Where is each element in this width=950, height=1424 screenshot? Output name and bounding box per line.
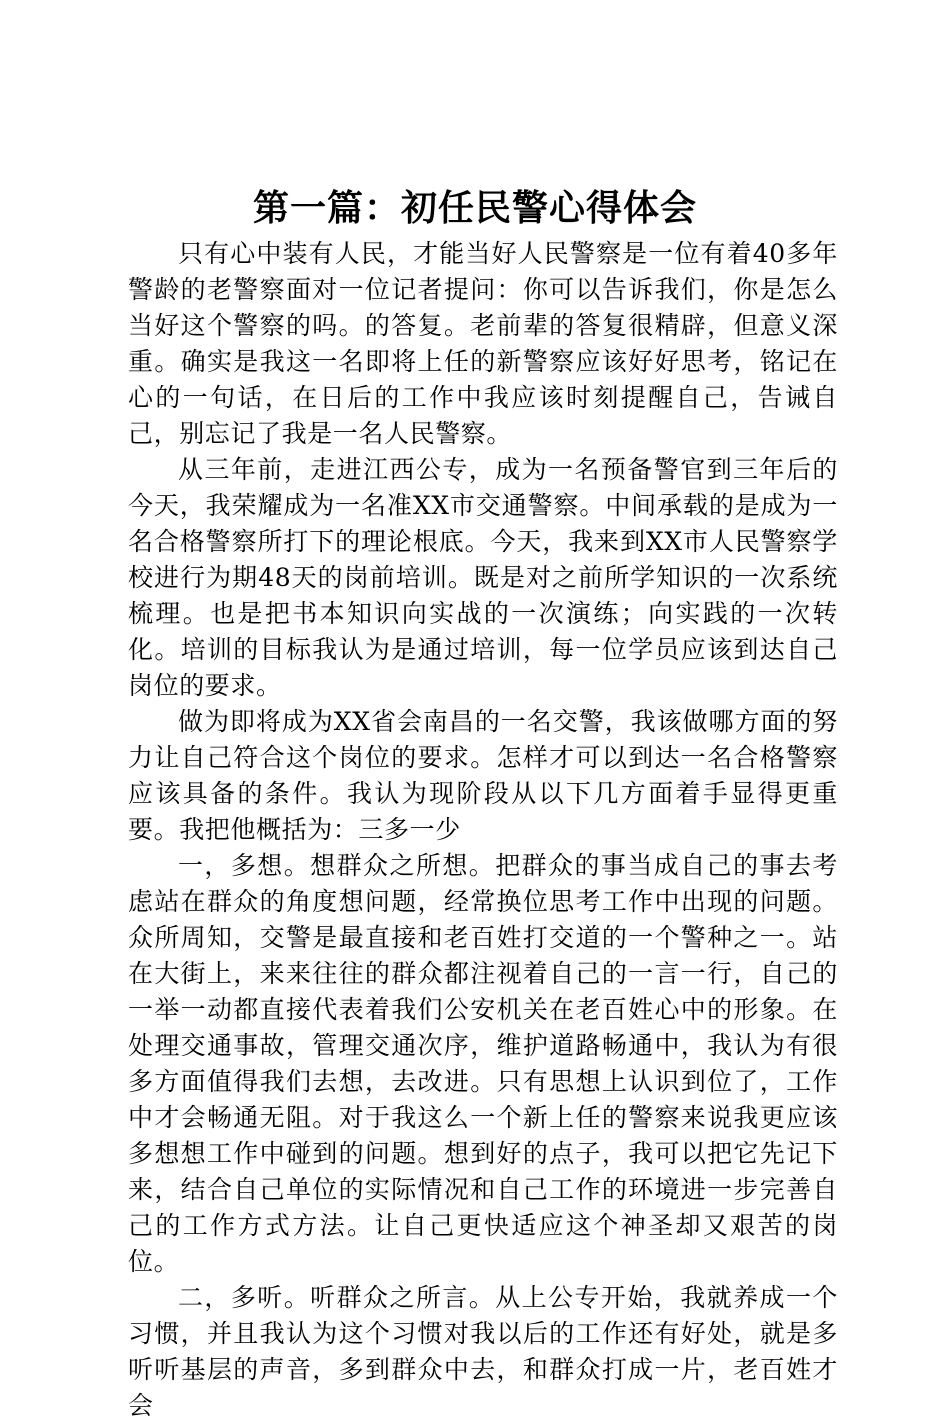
paragraph-intro: 只有心中装有人民，才能当好人民警察是一位有着40多年警龄的老警察面对一位记者提问：你可以告诉我们，你是怎么当好这个警察的吗。的答复。老前辈的答复很精辟，但意义深重。确实是我这一名即将上任的新警察应该好好思考，铭记在心的一句话，在日后的工作中我应该时刻提醒自己，告诫自己，别忘记了我是一名人民警察。 (128, 239, 838, 448)
document-body (128, 236, 838, 1424)
paragraph-point-one: 一，多想。想群众之所想。把群众的事当成自己的事去考虑站在群众的角度想问题，经常换位思考工作中出现的问题。众所周知，交警是最直接和老百姓打交道的一个警种之一。站在大街上，来来往往的群众都注视着自己的一言一行，自己的一举一动都直接代表着我们公安机关在老百姓心中的形象。在处理交通事故，管理交通次序，维护道路畅通中，我认为有很多方面值得我们去想，去改进。只有思想上认识到位了，工作中才会畅通无阻。对于我这么一个新上任的警察来说我更应该多想想工作中碰到的问题。想到好的点子，我可以把它先记下来，结合自己单位的实际情况和自己工作的环境进一步完善自己的工作方式方法。让自己更快适应这个神圣却又艰苦的岗位。 (128, 851, 838, 1276)
paragraph-point-two: 二，多听。听群众之所言。从上公专开始，我就养成一个习惯，并且我认为这个习惯对我以后的工作还有好处，就是多听听基层的声音，多到群众中去，和群众打成一片，老百姓才会 (128, 1283, 838, 1420)
paragraph-summary: 做为即将成为XX省会南昌的一名交警，我该做哪方面的努力让自己符合这个岗位的要求。怎样才可以到达一名合格警察应该具备的条件。我认为现阶段从以下几方面着手显得更重要。我把他概括为：三多一少 (128, 707, 838, 844)
paragraph-background: 从三年前，走进江西公专，成为一名预备警官到三年后的今天，我荣耀成为一名准XX市交通警察。中间承载的是成为一名合格警察所打下的理论根底。今天，我来到XX市人民警察学校进行为期48天的岗前培训。既是对之前所学知识的一次系统梳理。也是把书本知识向实战的一次演练；向实践的一次转化。培训的目标我认为是通过培训，每一位学员应该到达自己岗位的要求。 (128, 455, 838, 700)
document-title: 第一篇：初任民警心得体会 (252, 187, 697, 229)
